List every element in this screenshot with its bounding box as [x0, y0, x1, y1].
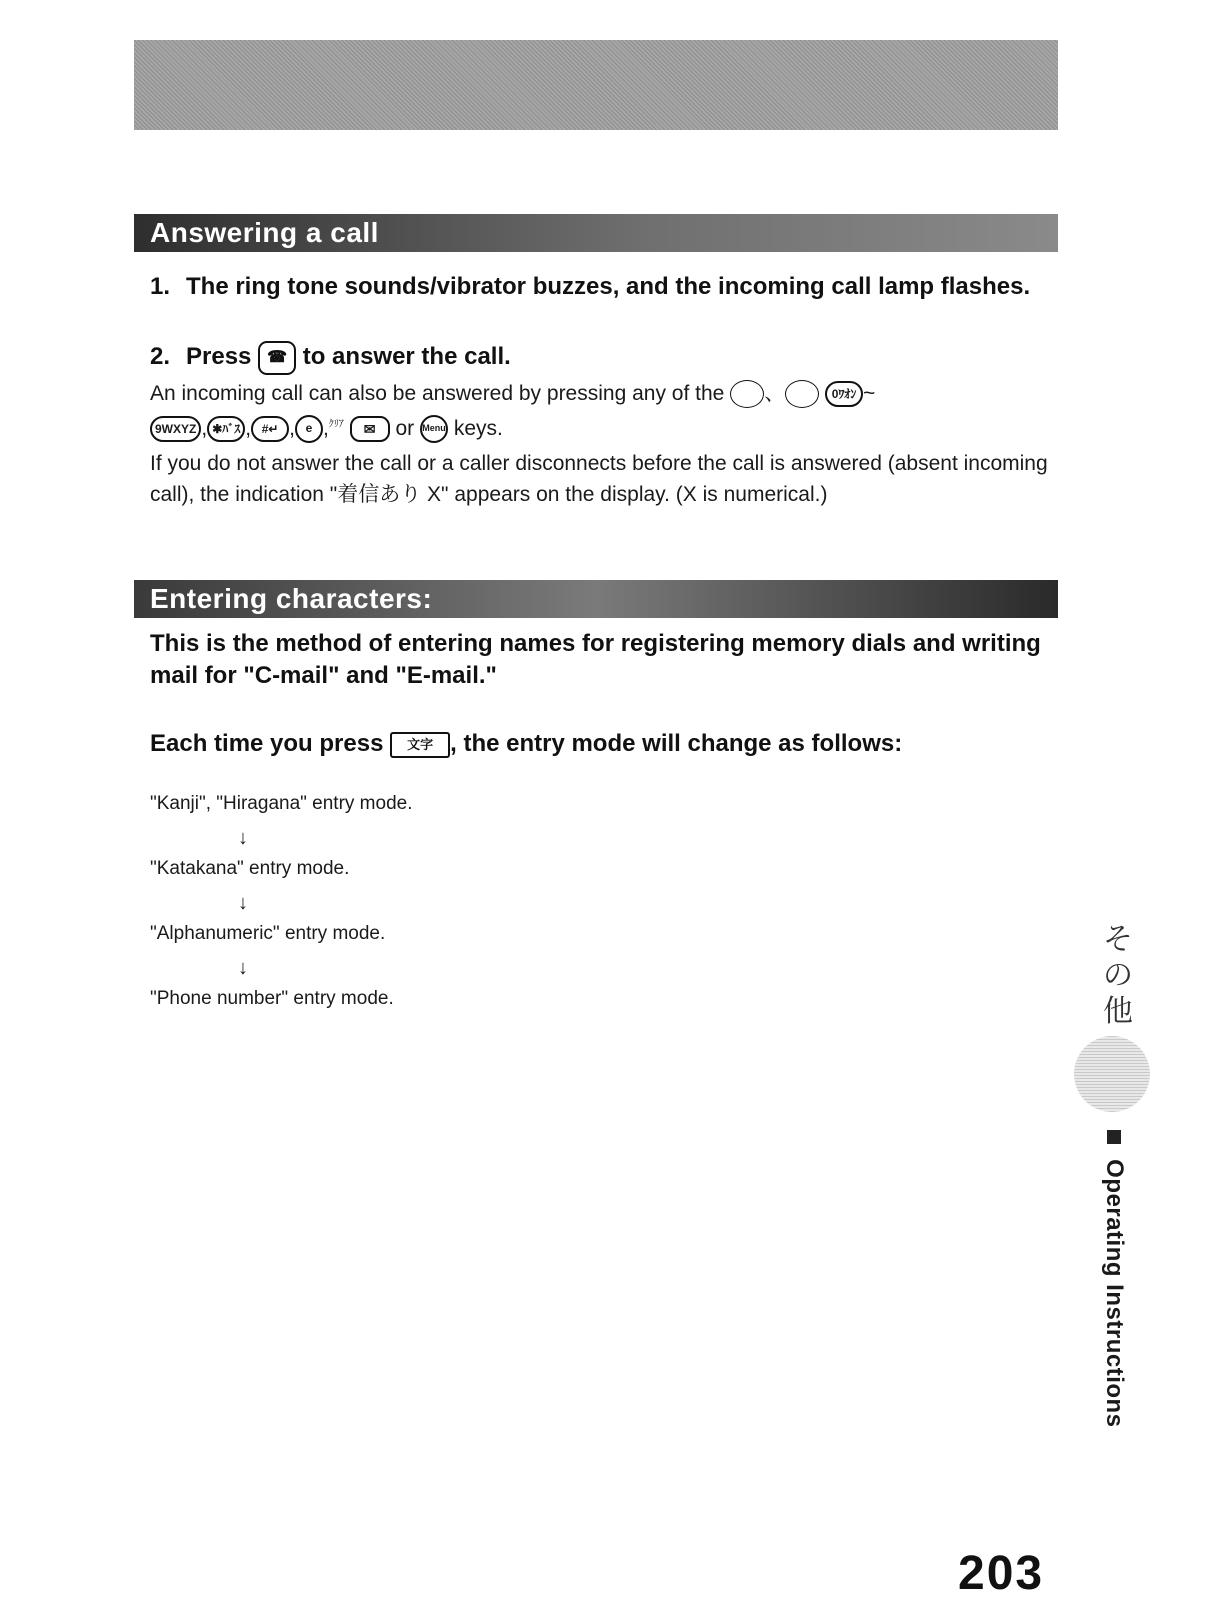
entering-intro: This is the method of entering names for registering memory dials and writing mail for "C-mail" and "E-mail." [150, 630, 1041, 689]
step-2 [150, 340, 1040, 375]
mode-alphanumeric: "Alphanumeric" entry mode. [150, 923, 386, 944]
each-time-instruction [150, 728, 1050, 760]
call-key-icon: ☎ [258, 341, 296, 375]
side-section-label [1100, 1130, 1128, 1428]
entry-mode-list [150, 790, 413, 1017]
e-key-icon: e [295, 415, 323, 443]
each-before: Each time you press [150, 730, 384, 757]
section-header-answering: Answering a call [134, 214, 1058, 252]
comma: , [289, 417, 295, 440]
or-text: or [395, 417, 415, 440]
mode-kanji-hiragana: "Kanji", "Hiragana" entry mode. [150, 793, 413, 814]
answer-keys-paragraph [150, 378, 1050, 444]
star-key-icon: ✱ﾊﾞｽ [207, 416, 245, 442]
mode-katakana: "Katakana" entry mode. [150, 858, 350, 879]
comma: , [201, 417, 208, 440]
top-banner [134, 40, 1058, 130]
step-2-before: Press [186, 343, 252, 370]
section-header-entering: Entering characters: [134, 580, 1058, 618]
step-1-text: The ring tone sounds/vibrator buzzes, and the incoming call lamp flashes. [186, 273, 1031, 300]
step-2-after: to answer the call. [302, 343, 511, 370]
side-jp-char: そ [1103, 922, 1133, 957]
absent-call-paragraph: If you do not answer the call or a caller disconnects before the call is answered (absent incoming call), the indication "着信あり X" appears on the display. (X is numerical.) [150, 452, 1048, 506]
side-label-text: Operating Instructions [1101, 1159, 1128, 1428]
nine-key-icon: 9WXYZ [150, 416, 201, 442]
page-number: 203 [958, 1547, 1045, 1600]
separator: 、 [764, 382, 786, 405]
side-jp-char: の [1103, 958, 1133, 993]
side-japanese-label [1098, 922, 1138, 1030]
step-1-number: 1. [150, 273, 171, 300]
comma: , [245, 417, 252, 440]
hash-key-icon: #↵ [251, 416, 289, 442]
each-after: , the entry mode will change as follows: [450, 730, 903, 757]
menu-key-icon: Menu [420, 415, 448, 443]
down-arrow-icon: ↓ [238, 827, 248, 849]
zero-key-icon: 0ﾜｵﾝ [825, 381, 863, 407]
side-tab-disc [1074, 1036, 1150, 1112]
clear-label: ｸﾘｱ [328, 419, 344, 430]
side-jp-char: 他 [1103, 994, 1133, 1029]
tilde: ~ [863, 382, 876, 405]
moji-key-icon: 文字 [390, 732, 450, 758]
nav-left-key-icon [730, 380, 764, 408]
step-1 [150, 270, 1040, 304]
step-2-number: 2. [150, 343, 171, 370]
comma: , [322, 417, 329, 440]
down-arrow-icon: ↓ [238, 892, 248, 914]
mail-key-icon: ✉ [350, 416, 390, 442]
square-bullet-icon [1107, 1130, 1121, 1144]
keys-text: keys. [453, 417, 503, 440]
mode-phone-number: "Phone number" entry mode. [150, 988, 394, 1009]
para1-text: An incoming call can also be answered by pressing any of the [150, 382, 725, 405]
down-arrow-icon: ↓ [238, 957, 248, 979]
nav-right-key-icon [785, 380, 819, 408]
